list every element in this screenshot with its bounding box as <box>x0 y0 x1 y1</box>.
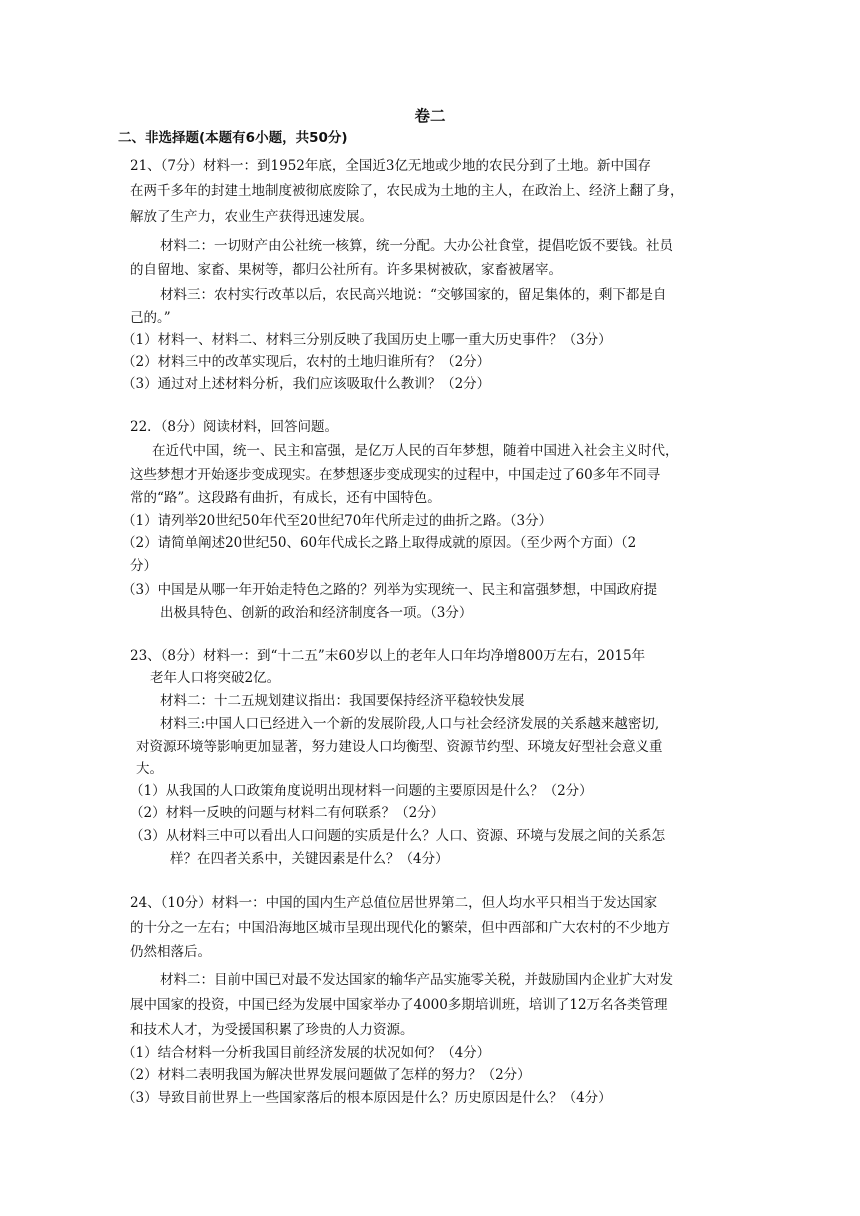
question-line: 材料二：一切财产由公社统一核算，统一分配。大办公社食堂，提倡吃饭不要钱。社员 <box>160 238 673 254</box>
question-line: 这些梦想才开始逐步变成现实。在梦想逐步变成现实的过程中，中国走过了60多年不同寻 <box>130 467 661 483</box>
question-line: 对资源环境等影响更加显著，努力建设人口均衡型、资源节约型、环境友好型社会意义重 <box>136 739 663 755</box>
sub-question: （3）从材料三中可以看出人口问题的实质是什么？人口、资源、环境与发展之间的关系怎 <box>130 828 666 844</box>
question-line: 23、（8分）材料一：到“十二五”末60岁以上的老年人口年均净增800万左右，2015年 <box>130 648 646 664</box>
question-line: 的十分之一左右；中国沿海地区城市呈现出现代化的繁荣，但中西部和广大农村的不少地方 <box>130 920 670 936</box>
sub-question: （2）材料三中的改革实现后，农村的土地归谁所有？（2分） <box>122 354 491 370</box>
question-line: 大。 <box>136 761 163 777</box>
section-heading: 二、非选择题(本题有6小题，共50分) <box>118 130 348 146</box>
question-line: 展中国家的投资，中国已经为发展中国家举办了4000多期培训班，培训了12万名各类管理 <box>130 997 668 1013</box>
sub-question: 样？在四者关系中，关键因素是什么？（4分） <box>170 851 449 867</box>
question-line: 在两千多年的封建土地制度被彻底废除了，农民成为土地的主人，在政治上、经济上翻了身， <box>130 183 684 199</box>
sub-question: （2）材料二表明我国为解决世界发展问题做了怎样的努力？（2分） <box>122 1067 531 1083</box>
question-line: 24、（10分）材料一：中国的国内生产总值位居世界第二，但人均水平只相当于发达国家 <box>130 895 658 911</box>
sub-question: （3）导致目前世界上一些国家落后的根本原因是什么？历史原因是什么？（4分） <box>122 1090 612 1106</box>
question-line: 21、（7分）材料一：到1952年底，全国近3亿无地或少地的农民分到了土地。新中国存 <box>130 158 651 174</box>
question-line: 老年人口将突破2亿。 <box>150 670 281 686</box>
sub-question: （1）材料一、材料二、材料三分别反映了我国历史上哪一重大历史事件？（3分） <box>122 332 612 348</box>
sub-question: （1）从我国的人口政策角度说明出现材料一问题的主要原因是什么？（2分） <box>130 783 593 799</box>
sub-question: （2）请简单阐述20世纪50、60年代成长之路上取得成就的原因。（至少两个方面）（2 <box>122 535 637 551</box>
question-line: 22．（8分）阅读材料，回答问题。 <box>130 419 339 435</box>
question-line: 和技术人才，为受援国积累了珍贵的人力资源。 <box>130 1022 414 1038</box>
question-line: 常的“路”。这段路有曲折，有成长，还有中国特色。 <box>130 490 441 506</box>
sub-question: 分） <box>130 558 157 574</box>
question-line: 己的。” <box>130 310 171 326</box>
sub-question: （3）通过对上述材料分析，我们应该吸取什么教训？（2分） <box>122 376 491 392</box>
question-line: 的自留地、家畜、果树等，都归公社所有。许多果树被砍，家畜被屠宰。 <box>130 262 562 278</box>
question-line: 仍然相落后。 <box>130 944 211 960</box>
sub-question: 出极具特色、创新的政治和经济制度各一项。（3分） <box>160 605 473 621</box>
question-line: 材料二：十二五规划建议指出：我国要保持经济平稳较快发展 <box>160 693 525 709</box>
sub-question: （1）结合材料一分析我国目前经济发展的状况如何？（4分） <box>122 1045 491 1061</box>
sub-question: （3）中国是从哪一年开始走特色之路的？列举为实现统一、民主和富强梦想，中国政府提 <box>122 582 658 598</box>
sub-question: （1）请列举20世纪50年代至20世纪70年代所走过的曲折之路。（3分） <box>122 513 553 529</box>
question-line: 材料三：农村实行改革以后，农民高兴地说：“交够国家的，留足集体的，剩下都是自 <box>160 287 667 303</box>
question-line: 解放了生产力，农业生产获得迅速发展。 <box>130 209 373 225</box>
page-title: 卷二 <box>414 107 446 125</box>
question-line: 材料二：目前中国已对最不发达国家的输华产品实施零关税，并鼓励国内企业扩大对发 <box>160 972 673 988</box>
question-line: 在近代中国，统一、民主和富强，是亿万人民的百年梦想，随着中国进入社会主义时代， <box>152 443 679 459</box>
question-line: 材料三:中国人口已经进入一个新的发展阶段,人口与社会经济发展的关系越来越密切, <box>160 716 660 732</box>
sub-question: （2）材料一反映的问题与材料二有何联系？（2分） <box>130 805 445 821</box>
